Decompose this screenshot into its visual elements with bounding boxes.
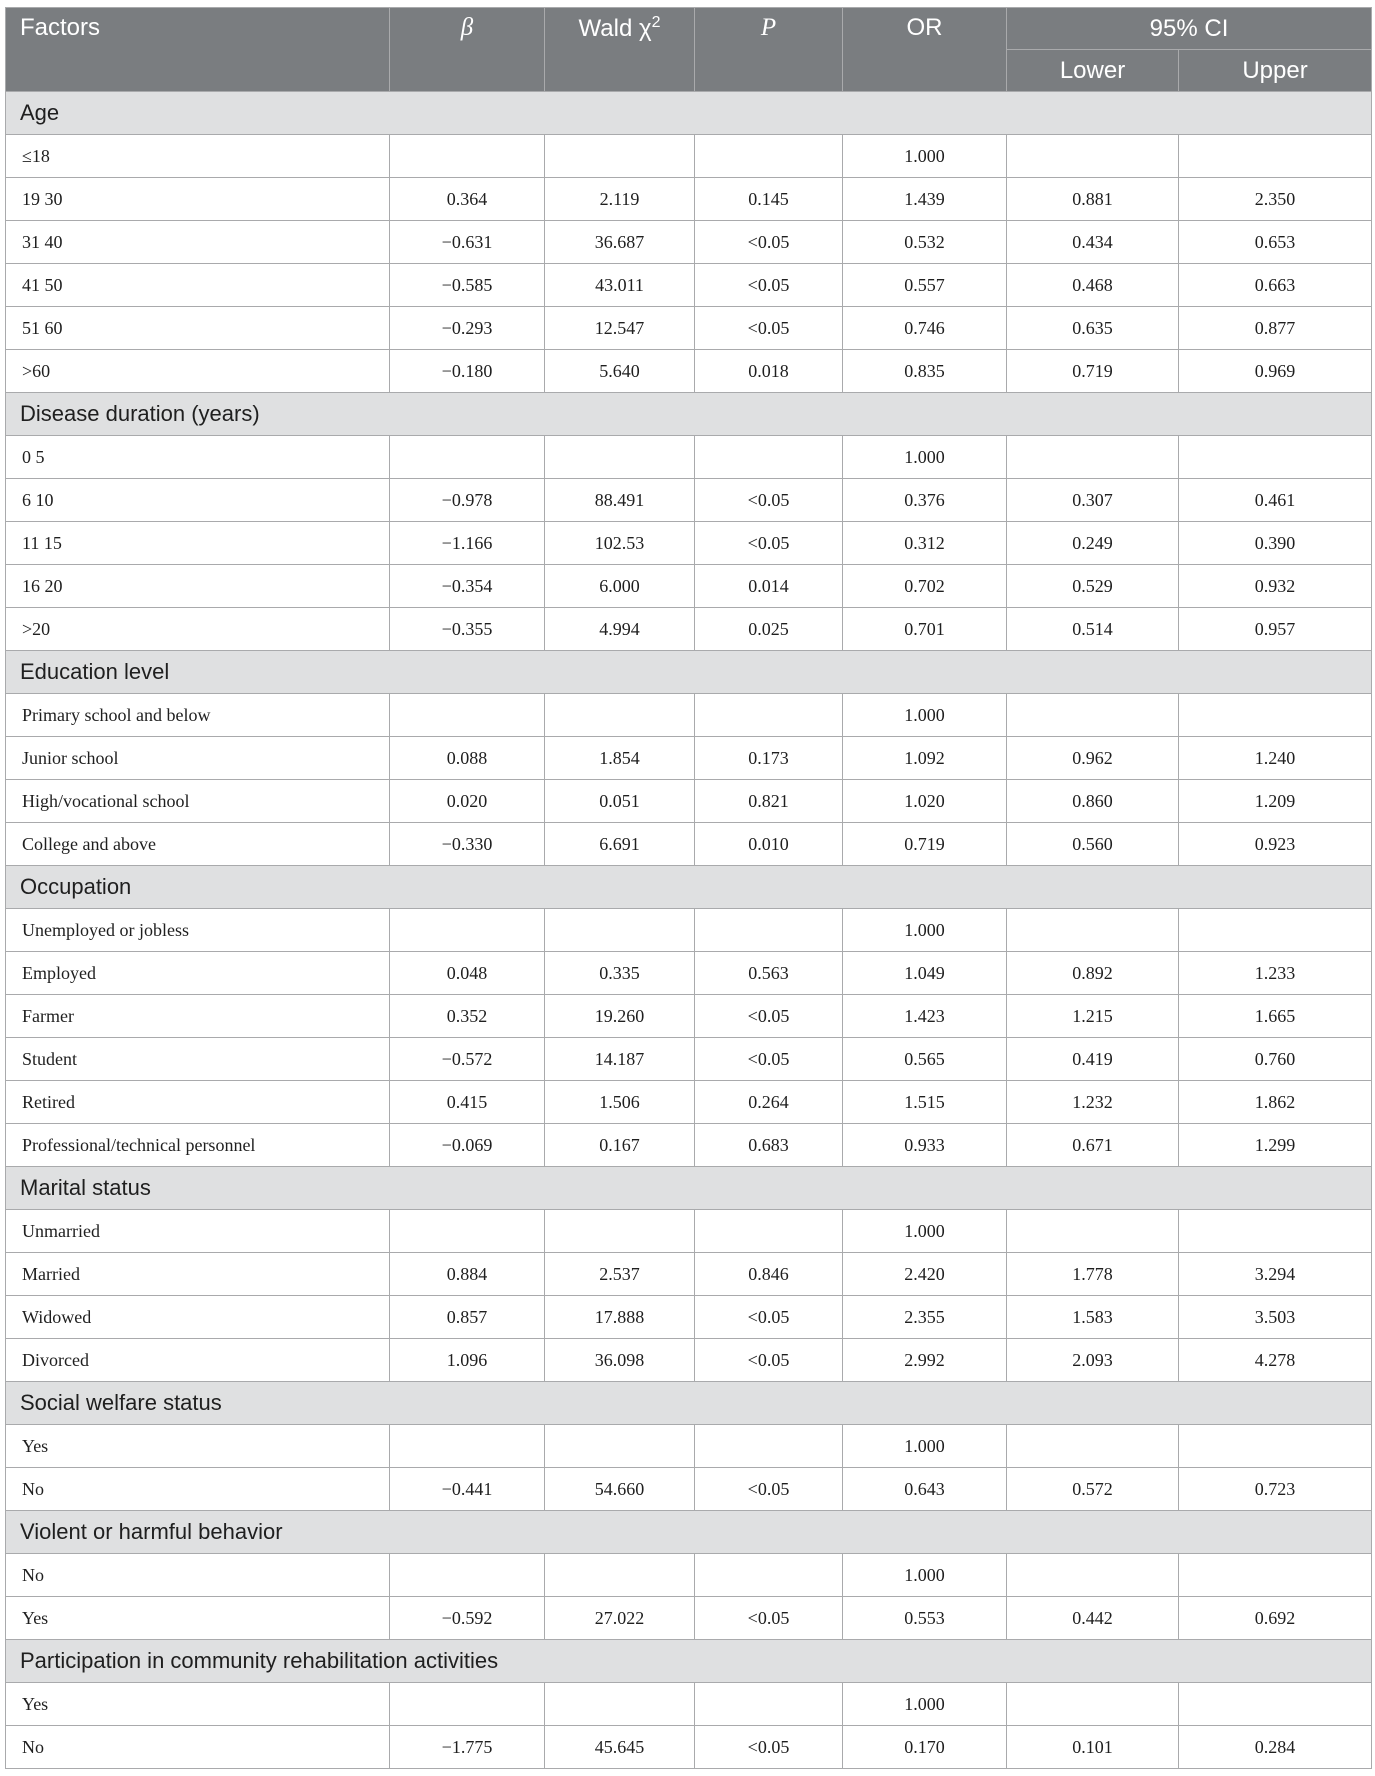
or-cell: 2.420 <box>843 1253 1007 1296</box>
wald-cell: 12.547 <box>545 307 695 350</box>
table-row <box>6 909 1372 952</box>
beta-cell <box>390 1210 545 1253</box>
ci-upper-cell: 4.278 <box>1179 1339 1372 1382</box>
header-wald <box>545 8 695 92</box>
ci-lower-cell: 0.101 <box>1007 1726 1179 1769</box>
or-cell: 1.000 <box>843 1683 1007 1726</box>
group-row <box>6 1640 1372 1683</box>
factor-label: 31 40 <box>6 221 390 264</box>
beta-cell: 0.364 <box>390 178 545 221</box>
wald-cell: 88.491 <box>545 479 695 522</box>
table-row <box>6 1597 1372 1640</box>
or-cell: 1.439 <box>843 178 1007 221</box>
table-row <box>6 307 1372 350</box>
ci-lower-cell <box>1007 694 1179 737</box>
ci-lower-cell: 0.514 <box>1007 608 1179 651</box>
ci-lower-cell <box>1007 1683 1179 1726</box>
ci-upper-cell: 0.760 <box>1179 1038 1372 1081</box>
header-p <box>695 8 843 92</box>
header-wald-superscript: 2 <box>651 14 661 31</box>
beta-cell: −0.069 <box>390 1124 545 1167</box>
p-cell <box>695 909 843 952</box>
or-cell: 1.092 <box>843 737 1007 780</box>
ci-lower-cell: 2.093 <box>1007 1339 1179 1382</box>
group-title: Violent or harmful behavior <box>6 1511 1372 1554</box>
or-cell: 1.000 <box>843 1210 1007 1253</box>
p-cell: <0.05 <box>695 264 843 307</box>
ci-upper-cell: 1.233 <box>1179 952 1372 995</box>
wald-cell: 0.051 <box>545 780 695 823</box>
p-cell <box>695 1554 843 1597</box>
p-cell: <0.05 <box>695 1339 843 1382</box>
factor-label: Married <box>6 1253 390 1296</box>
or-cell: 0.643 <box>843 1468 1007 1511</box>
ci-upper-cell: 0.390 <box>1179 522 1372 565</box>
beta-cell: 0.352 <box>390 995 545 1038</box>
header-wald-label: Wald χ <box>578 15 652 42</box>
beta-cell: −1.166 <box>390 522 545 565</box>
ci-upper-cell <box>1179 436 1372 479</box>
factor-label: Professional/technical personnel <box>6 1124 390 1167</box>
p-cell: 0.018 <box>695 350 843 393</box>
ci-upper-cell <box>1179 909 1372 952</box>
p-cell: 0.173 <box>695 737 843 780</box>
or-cell: 0.719 <box>843 823 1007 866</box>
ci-lower-cell <box>1007 436 1179 479</box>
p-cell: 0.846 <box>695 1253 843 1296</box>
beta-cell: −0.441 <box>390 1468 545 1511</box>
ci-upper-cell: 0.923 <box>1179 823 1372 866</box>
factor-label: 0 5 <box>6 436 390 479</box>
beta-cell: −0.354 <box>390 565 545 608</box>
factor-label: 16 20 <box>6 565 390 608</box>
beta-cell <box>390 1554 545 1597</box>
group-row <box>6 1167 1372 1210</box>
group-title: Participation in community rehabilitation activities <box>6 1640 1372 1683</box>
ci-upper-cell: 0.932 <box>1179 565 1372 608</box>
ci-lower-cell: 0.529 <box>1007 565 1179 608</box>
ci-lower-cell: 0.671 <box>1007 1124 1179 1167</box>
table-row <box>6 694 1372 737</box>
ci-lower-cell: 0.419 <box>1007 1038 1179 1081</box>
beta-cell <box>390 694 545 737</box>
beta-cell: −0.293 <box>390 307 545 350</box>
factor-label: Widowed <box>6 1296 390 1339</box>
p-cell: <0.05 <box>695 307 843 350</box>
table-row <box>6 608 1372 651</box>
wald-cell <box>545 1554 695 1597</box>
group-title: Occupation <box>6 866 1372 909</box>
table-row <box>6 1554 1372 1597</box>
ci-upper-cell: 0.663 <box>1179 264 1372 307</box>
ci-upper-cell: 3.503 <box>1179 1296 1372 1339</box>
beta-cell: 0.048 <box>390 952 545 995</box>
group-row <box>6 92 1372 135</box>
header-p-symbol: P <box>760 14 777 41</box>
factor-label: ≤18 <box>6 135 390 178</box>
factor-label: Yes <box>6 1425 390 1468</box>
wald-cell <box>545 436 695 479</box>
wald-cell: 19.260 <box>545 995 695 1038</box>
factor-label: Student <box>6 1038 390 1081</box>
factor-label: 41 50 <box>6 264 390 307</box>
factor-label: No <box>6 1468 390 1511</box>
or-cell: 0.701 <box>843 608 1007 651</box>
wald-cell: 6.691 <box>545 823 695 866</box>
ci-upper-cell: 0.969 <box>1179 350 1372 393</box>
wald-cell <box>545 694 695 737</box>
ci-upper-cell: 0.284 <box>1179 1726 1372 1769</box>
ci-lower-cell: 0.962 <box>1007 737 1179 780</box>
group-title: Social welfare status <box>6 1382 1372 1425</box>
factor-label: Junior school <box>6 737 390 780</box>
beta-cell <box>390 1683 545 1726</box>
group-title: Education level <box>6 651 1372 694</box>
table-row <box>6 995 1372 1038</box>
ci-lower-cell <box>1007 1554 1179 1597</box>
beta-cell: 0.857 <box>390 1296 545 1339</box>
beta-cell: −1.775 <box>390 1726 545 1769</box>
p-cell: <0.05 <box>695 1038 843 1081</box>
header-lower: Lower <box>1007 50 1179 92</box>
ci-upper-cell: 1.209 <box>1179 780 1372 823</box>
p-cell: 0.025 <box>695 608 843 651</box>
p-cell <box>695 1210 843 1253</box>
table-row <box>6 1038 1372 1081</box>
ci-upper-cell: 0.653 <box>1179 221 1372 264</box>
factor-label: Employed <box>6 952 390 995</box>
header-beta <box>390 8 545 92</box>
factor-label: High/vocational school <box>6 780 390 823</box>
wald-cell: 4.994 <box>545 608 695 651</box>
or-cell: 1.000 <box>843 909 1007 952</box>
ci-upper-cell <box>1179 694 1372 737</box>
or-cell: 0.933 <box>843 1124 1007 1167</box>
p-cell: <0.05 <box>695 1726 843 1769</box>
table-row <box>6 1683 1372 1726</box>
or-cell: 0.312 <box>843 522 1007 565</box>
p-cell: 0.821 <box>695 780 843 823</box>
table-row <box>6 1124 1372 1167</box>
or-cell: 1.020 <box>843 780 1007 823</box>
ci-upper-cell: 2.350 <box>1179 178 1372 221</box>
ci-lower-cell <box>1007 135 1179 178</box>
wald-cell <box>545 909 695 952</box>
or-cell: 1.000 <box>843 436 1007 479</box>
ci-lower-cell <box>1007 909 1179 952</box>
p-cell: 0.563 <box>695 952 843 995</box>
table-row <box>6 1726 1372 1769</box>
table-row <box>6 135 1372 178</box>
beta-cell: −0.585 <box>390 264 545 307</box>
ci-lower-cell: 0.892 <box>1007 952 1179 995</box>
factor-label: 51 60 <box>6 307 390 350</box>
factor-label: 11 15 <box>6 522 390 565</box>
factor-label: Yes <box>6 1683 390 1726</box>
ci-lower-cell: 0.572 <box>1007 1468 1179 1511</box>
table-row <box>6 1253 1372 1296</box>
ci-lower-cell: 0.249 <box>1007 522 1179 565</box>
factor-label: Primary school and below <box>6 694 390 737</box>
factor-label: 19 30 <box>6 178 390 221</box>
wald-cell <box>545 1210 695 1253</box>
ci-upper-cell: 0.877 <box>1179 307 1372 350</box>
beta-cell: −0.592 <box>390 1597 545 1640</box>
wald-cell: 17.888 <box>545 1296 695 1339</box>
wald-cell: 1.506 <box>545 1081 695 1124</box>
beta-cell <box>390 135 545 178</box>
header-or: OR <box>843 8 1007 92</box>
ci-upper-cell: 0.957 <box>1179 608 1372 651</box>
wald-cell: 36.098 <box>545 1339 695 1382</box>
group-row <box>6 1511 1372 1554</box>
factor-label: College and above <box>6 823 390 866</box>
group-title: Disease duration (years) <box>6 393 1372 436</box>
table-row <box>6 264 1372 307</box>
results-table-container <box>5 7 1371 1769</box>
table-row <box>6 565 1372 608</box>
table-row <box>6 1468 1372 1511</box>
table-header <box>6 8 1372 92</box>
group-row <box>6 393 1372 436</box>
factor-label: Yes <box>6 1597 390 1640</box>
ci-upper-cell: 0.461 <box>1179 479 1372 522</box>
ci-upper-cell <box>1179 1554 1372 1597</box>
beta-cell: 0.415 <box>390 1081 545 1124</box>
table-row <box>6 522 1372 565</box>
header-ci: 95% CI <box>1007 8 1372 50</box>
or-cell: 1.423 <box>843 995 1007 1038</box>
wald-cell: 43.011 <box>545 264 695 307</box>
header-beta-symbol: β <box>460 14 474 41</box>
group-row <box>6 1382 1372 1425</box>
p-cell: 0.145 <box>695 178 843 221</box>
p-cell: <0.05 <box>695 221 843 264</box>
wald-cell: 102.53 <box>545 522 695 565</box>
ci-upper-cell <box>1179 135 1372 178</box>
ci-upper-cell: 3.294 <box>1179 1253 1372 1296</box>
or-cell: 1.515 <box>843 1081 1007 1124</box>
p-cell: 0.014 <box>695 565 843 608</box>
p-cell: 0.264 <box>695 1081 843 1124</box>
wald-cell: 2.119 <box>545 178 695 221</box>
regression-table <box>5 7 1372 1769</box>
wald-cell: 45.645 <box>545 1726 695 1769</box>
p-cell: <0.05 <box>695 522 843 565</box>
factor-label: Farmer <box>6 995 390 1038</box>
ci-lower-cell: 0.434 <box>1007 221 1179 264</box>
or-cell: 0.835 <box>843 350 1007 393</box>
beta-cell: −0.978 <box>390 479 545 522</box>
wald-cell: 27.022 <box>545 1597 695 1640</box>
ci-lower-cell: 0.860 <box>1007 780 1179 823</box>
p-cell: <0.05 <box>695 1597 843 1640</box>
ci-lower-cell: 1.778 <box>1007 1253 1179 1296</box>
ci-lower-cell: 0.881 <box>1007 178 1179 221</box>
wald-cell: 36.687 <box>545 221 695 264</box>
beta-cell <box>390 1425 545 1468</box>
group-row <box>6 651 1372 694</box>
ci-lower-cell <box>1007 1210 1179 1253</box>
wald-cell: 14.187 <box>545 1038 695 1081</box>
or-cell: 1.000 <box>843 135 1007 178</box>
table-row <box>6 436 1372 479</box>
table-row <box>6 479 1372 522</box>
header-factors: Factors <box>6 8 390 92</box>
ci-lower-cell: 0.560 <box>1007 823 1179 866</box>
p-cell: <0.05 <box>695 995 843 1038</box>
beta-cell: 0.020 <box>390 780 545 823</box>
factor-label: Unmarried <box>6 1210 390 1253</box>
wald-cell: 6.000 <box>545 565 695 608</box>
factor-label: No <box>6 1554 390 1597</box>
ci-upper-cell <box>1179 1683 1372 1726</box>
ci-lower-cell: 0.307 <box>1007 479 1179 522</box>
ci-lower-cell: 1.583 <box>1007 1296 1179 1339</box>
ci-upper-cell <box>1179 1210 1372 1253</box>
or-cell: 2.992 <box>843 1339 1007 1382</box>
wald-cell <box>545 135 695 178</box>
group-title: Age <box>6 92 1372 135</box>
p-cell <box>695 694 843 737</box>
ci-upper-cell: 1.240 <box>1179 737 1372 780</box>
ci-lower-cell: 1.232 <box>1007 1081 1179 1124</box>
table-row <box>6 780 1372 823</box>
factor-label: >20 <box>6 608 390 651</box>
beta-cell <box>390 909 545 952</box>
beta-cell: −0.355 <box>390 608 545 651</box>
table-row <box>6 350 1372 393</box>
or-cell: 0.532 <box>843 221 1007 264</box>
or-cell: 1.049 <box>843 952 1007 995</box>
or-cell: 1.000 <box>843 1554 1007 1597</box>
or-cell: 0.702 <box>843 565 1007 608</box>
p-cell: <0.05 <box>695 479 843 522</box>
wald-cell: 1.854 <box>545 737 695 780</box>
p-cell <box>695 1425 843 1468</box>
or-cell: 1.000 <box>843 1425 1007 1468</box>
table-body <box>6 92 1372 1769</box>
ci-upper-cell: 1.862 <box>1179 1081 1372 1124</box>
ci-upper-cell <box>1179 1425 1372 1468</box>
or-cell: 1.000 <box>843 694 1007 737</box>
table-row <box>6 1339 1372 1382</box>
ci-upper-cell: 1.665 <box>1179 995 1372 1038</box>
or-cell: 0.553 <box>843 1597 1007 1640</box>
table-row <box>6 823 1372 866</box>
beta-cell: −0.330 <box>390 823 545 866</box>
beta-cell: −0.631 <box>390 221 545 264</box>
wald-cell <box>545 1425 695 1468</box>
ci-upper-cell: 0.723 <box>1179 1468 1372 1511</box>
or-cell: 2.355 <box>843 1296 1007 1339</box>
table-row <box>6 1081 1372 1124</box>
p-cell: 0.010 <box>695 823 843 866</box>
ci-lower-cell: 0.635 <box>1007 307 1179 350</box>
or-cell: 0.376 <box>843 479 1007 522</box>
wald-cell: 2.537 <box>545 1253 695 1296</box>
ci-lower-cell: 0.442 <box>1007 1597 1179 1640</box>
or-cell: 0.557 <box>843 264 1007 307</box>
ci-lower-cell: 1.215 <box>1007 995 1179 1038</box>
ci-upper-cell: 0.692 <box>1179 1597 1372 1640</box>
wald-cell: 0.335 <box>545 952 695 995</box>
beta-cell: 1.096 <box>390 1339 545 1382</box>
ci-lower-cell: 0.719 <box>1007 350 1179 393</box>
or-cell: 0.746 <box>843 307 1007 350</box>
wald-cell: 0.167 <box>545 1124 695 1167</box>
header-upper: Upper <box>1179 50 1372 92</box>
table-row <box>6 952 1372 995</box>
wald-cell: 5.640 <box>545 350 695 393</box>
factor-label: Unemployed or jobless <box>6 909 390 952</box>
ci-lower-cell: 0.468 <box>1007 264 1179 307</box>
p-cell: <0.05 <box>695 1296 843 1339</box>
table-row <box>6 737 1372 780</box>
table-row <box>6 1210 1372 1253</box>
group-title: Marital status <box>6 1167 1372 1210</box>
factor-label: >60 <box>6 350 390 393</box>
table-row <box>6 1425 1372 1468</box>
beta-cell: 0.884 <box>390 1253 545 1296</box>
table-row <box>6 1296 1372 1339</box>
wald-cell <box>545 1683 695 1726</box>
table-row <box>6 221 1372 264</box>
beta-cell: −0.180 <box>390 350 545 393</box>
beta-cell: 0.088 <box>390 737 545 780</box>
wald-cell: 54.660 <box>545 1468 695 1511</box>
ci-upper-cell: 1.299 <box>1179 1124 1372 1167</box>
table-row <box>6 178 1372 221</box>
group-row <box>6 866 1372 909</box>
factor-label: Retired <box>6 1081 390 1124</box>
p-cell <box>695 1683 843 1726</box>
factor-label: Divorced <box>6 1339 390 1382</box>
p-cell: <0.05 <box>695 1468 843 1511</box>
or-cell: 0.170 <box>843 1726 1007 1769</box>
p-cell: 0.683 <box>695 1124 843 1167</box>
or-cell: 0.565 <box>843 1038 1007 1081</box>
p-cell <box>695 135 843 178</box>
ci-lower-cell <box>1007 1425 1179 1468</box>
factor-label: 6 10 <box>6 479 390 522</box>
beta-cell <box>390 436 545 479</box>
p-cell <box>695 436 843 479</box>
factor-label: No <box>6 1726 390 1769</box>
beta-cell: −0.572 <box>390 1038 545 1081</box>
